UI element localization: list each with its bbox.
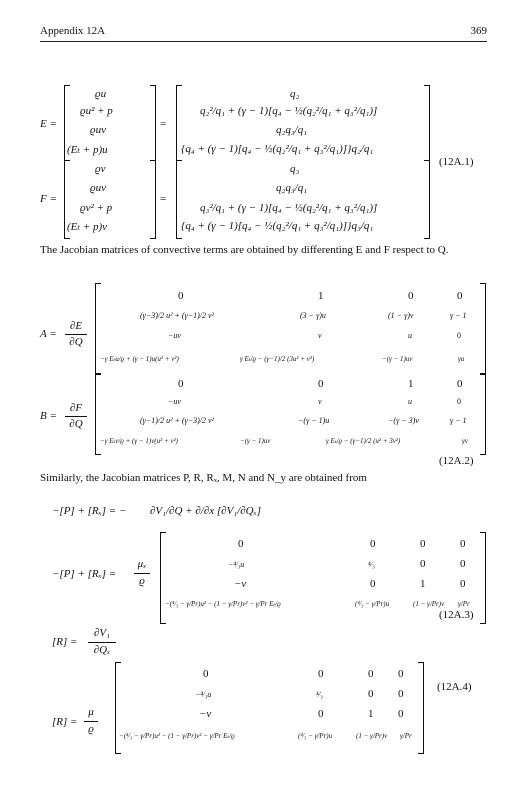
F-vec-4: (Eₜ + p)v [67, 221, 108, 233]
E-vec-2: ϱu² + p [80, 105, 113, 117]
eq4-r1c1: 0 [203, 668, 209, 680]
B-r1c4: 0 [457, 378, 463, 390]
eq4-r1c2: 0 [318, 668, 324, 680]
B-r4c4: γv [462, 437, 468, 445]
header-rule [40, 41, 487, 42]
A-r3c4: 0 [457, 331, 461, 340]
F-vec-2: ϱuv [90, 182, 106, 194]
eq3-r1c1: 0 [238, 538, 244, 550]
equation-label-12A4: (12A.4) [437, 681, 472, 693]
A-frac-den: ∂Q [69, 336, 83, 348]
B-r3c2: −(γ − 1)u [298, 416, 330, 425]
eq4-r1c4: 0 [398, 668, 404, 680]
F-rhs-3: q₃²/q₁ + (γ − 1)[q₄ − ½(q₂²/q₁ + q₃²/q₁)] [200, 202, 378, 214]
eq3-r4c2: (⁴⁄₃ − γ/Pr)u [355, 600, 390, 608]
eq3-r1c4: 0 [460, 538, 466, 550]
eq3-left-bracket [160, 532, 166, 624]
eq3-coef-bar [134, 573, 150, 574]
eq3-r4c3: (1 − γ/Pr)v [413, 600, 445, 608]
F-vec-right-bracket [150, 160, 156, 239]
eq3-right-bracket [480, 532, 486, 624]
A-r1c3: 0 [408, 290, 414, 302]
eq4-r3c4: 0 [398, 708, 404, 720]
running-head: Appendix 12A [40, 25, 106, 37]
PR-relation-rhs: ∂V₁/∂Q + ∂/∂x [∂V₁/∂Qₓ] [150, 505, 261, 517]
eq3-lhs: −[P] + [Rₓ] = [52, 568, 117, 580]
A-right-bracket [480, 283, 486, 375]
E-rhs-2: q₂²/q₁ + (γ − 1)[q₄ − ½(q₂²/q₁ + q₃²/q₁)] [200, 105, 378, 117]
A-lhs: A = [40, 328, 57, 340]
eq3-r2c2: ⁴⁄₃ [368, 560, 375, 569]
F-rhs-2: q₂q₃/q₁ [276, 182, 308, 194]
eq4-r2c1: −⁴⁄₃u [195, 690, 212, 699]
E-vec-4: (Eₜ + p)u [67, 144, 108, 156]
eq4-r4c1: −(⁴⁄₃ − γ/Pr)u² − (1 − γ/Pr)v² − γ/Pr Eₜ/ϱ [119, 732, 235, 740]
equation-label-12A2: (12A.2) [439, 455, 474, 467]
eq4-r4c2: (⁴⁄₃ − γ/Pr)u [298, 732, 333, 740]
B-r2c4: 0 [457, 397, 461, 406]
eq4-r2c4: 0 [398, 688, 404, 700]
E-rhs-right-bracket [424, 85, 430, 161]
R-def-den: ∂Qₓ [93, 644, 111, 656]
R-def-num: ∂V₁ [94, 627, 110, 639]
A-r4c4: γu [458, 355, 465, 363]
eq4-r3c3: 1 [368, 708, 374, 720]
eq3-coef-num: μₓ [137, 558, 147, 570]
B-r1c1: 0 [178, 378, 184, 390]
eq3-r2c3: 0 [420, 558, 426, 570]
A-r2c4: γ − 1 [450, 311, 467, 320]
paragraph-similarly: Similarly, the Jacobian matrices P, R, Rₓ, M, N and N_y are obtained from [40, 472, 367, 484]
eq3-r4c4: γ/Pr [458, 600, 470, 608]
eq3-r2c1: −⁴⁄₃u [228, 560, 245, 569]
F-lhs: F = [40, 193, 57, 205]
E-rhs-3: q₂q₃/q₁ [276, 124, 308, 136]
page-number: 369 [470, 25, 487, 37]
B-r3c3: −(γ − 3)v [388, 416, 419, 425]
eq3-r3c2: 0 [370, 578, 376, 590]
paragraph-jacobian-convective: The Jacobian matrices of convective terms are obtained by differenting E and F respect to Q. [40, 244, 449, 256]
E-rhs-1: q₂ [290, 88, 300, 100]
F-vec-3: ϱv² + p [80, 202, 113, 214]
A-r3c3: u [408, 331, 412, 340]
E-vec-1: ϱu [95, 88, 107, 100]
eq4-left-bracket [115, 662, 121, 754]
equation-label-12A3: (12A.3) [439, 609, 474, 621]
A-r2c3: (1 − γ)v [388, 311, 414, 320]
eq3-r3c3: 1 [420, 578, 426, 590]
E-vec-3: ϱuv [90, 124, 106, 136]
eq4-right-bracket [418, 662, 424, 754]
eq3-r3c1: −v [234, 578, 247, 590]
B-r2c1: −uv [168, 397, 181, 406]
A-r4c2: γ Eₜ/ϱ − (γ−1)/2 (3u² + v²) [240, 355, 315, 363]
eq3-r1c3: 0 [420, 538, 426, 550]
A-r1c1: 0 [178, 290, 184, 302]
B-frac-bar [65, 416, 87, 417]
eq3-r4c1: −(⁴⁄₃ − γ/Pr)u² − (1 − γ/Pr)v² − γ/Pr Eₜ/ϱ [165, 600, 281, 608]
eq4-r4c4: γ/Pr [400, 732, 412, 740]
PR-relation-lhs: −[P] + [Rₓ] = − [52, 505, 127, 517]
E-rhs-4: {q₄ + (γ − 1)[q₄ − ½(q₂²/q₁ + q₃²/q₁)]}q₂/q₁ [181, 143, 374, 155]
eq4-r1c3: 0 [368, 668, 374, 680]
R-def-lhs: [R] = [52, 636, 78, 648]
eq4-r3c1: −v [199, 708, 212, 720]
E-lhs: E = [40, 118, 57, 130]
A-frac-num: ∂E [69, 320, 83, 332]
A-r2c1: (γ−3)/2 u² + (γ−1)/2 v² [140, 311, 214, 320]
B-r1c3: 1 [408, 378, 414, 390]
A-r2c2: (3 − γ)u [300, 311, 326, 320]
eq3-coef-den: ϱ [139, 575, 145, 587]
B-r3c4: γ − 1 [450, 416, 467, 425]
eq4-lhs: [R] = [52, 716, 78, 728]
equation-label-12A1: (12A.1) [439, 156, 474, 168]
eq4-r2c3: 0 [368, 688, 374, 700]
B-frac-num: ∂F [69, 402, 83, 414]
B-r2c3: u [408, 397, 412, 406]
A-r3c1: −uv [168, 331, 181, 340]
E-vec-right-bracket [150, 85, 156, 161]
B-right-bracket [480, 373, 486, 455]
eq4-coef-den: ϱ [88, 723, 94, 735]
A-r3c2: v [318, 331, 322, 340]
eq4-r4c3: (1 − γ/Pr)v [356, 732, 388, 740]
R-def-bar [88, 642, 116, 643]
B-r1c2: 0 [318, 378, 324, 390]
B-r4c3: γ Eₜ/ϱ − (γ−1)/2 (u² + 3v²) [326, 437, 401, 445]
E-eq-sign: = [160, 118, 167, 130]
eq3-r1c2: 0 [370, 538, 376, 550]
F-rhs-1: q₃ [290, 163, 300, 175]
A-r1c4: 0 [457, 290, 463, 302]
B-r2c2: v [318, 397, 322, 406]
F-rhs-4: {q₄ + (γ − 1)[q₄ − ½(q₂²/q₁ + q₃²/q₁)]}q₃/q₁ [181, 220, 374, 232]
F-eq-sign: = [160, 193, 167, 205]
B-frac-den: ∂Q [69, 418, 83, 430]
eq4-coef-num: μ [88, 706, 94, 718]
A-r4c3: −(γ − 1)uv [382, 355, 413, 363]
B-r3c1: (γ−1)/2 u² + (γ−3)/2 v² [140, 416, 214, 425]
A-frac-bar [65, 334, 87, 335]
eq4-r3c2: 0 [318, 708, 324, 720]
eq3-r3c4: 0 [460, 578, 466, 590]
B-r4c1: −γ Eₜv/ϱ + (γ − 1)v(u² + v²) [100, 437, 179, 445]
A-r1c2: 1 [318, 290, 324, 302]
eq4-coef-bar [84, 721, 98, 722]
page-header [40, 25, 487, 41]
eq3-r2c4: 0 [460, 558, 466, 570]
A-r4c1: −γ Eₜu/ϱ + (γ − 1)u(u² + v²) [100, 355, 179, 363]
B-r4c2: −(γ − 1)uv [240, 437, 271, 445]
F-vec-1: ϱv [95, 163, 106, 175]
eq4-r2c2: ⁴⁄₃ [316, 690, 323, 699]
F-rhs-right-bracket [424, 160, 430, 239]
B-lhs: B = [40, 410, 57, 422]
